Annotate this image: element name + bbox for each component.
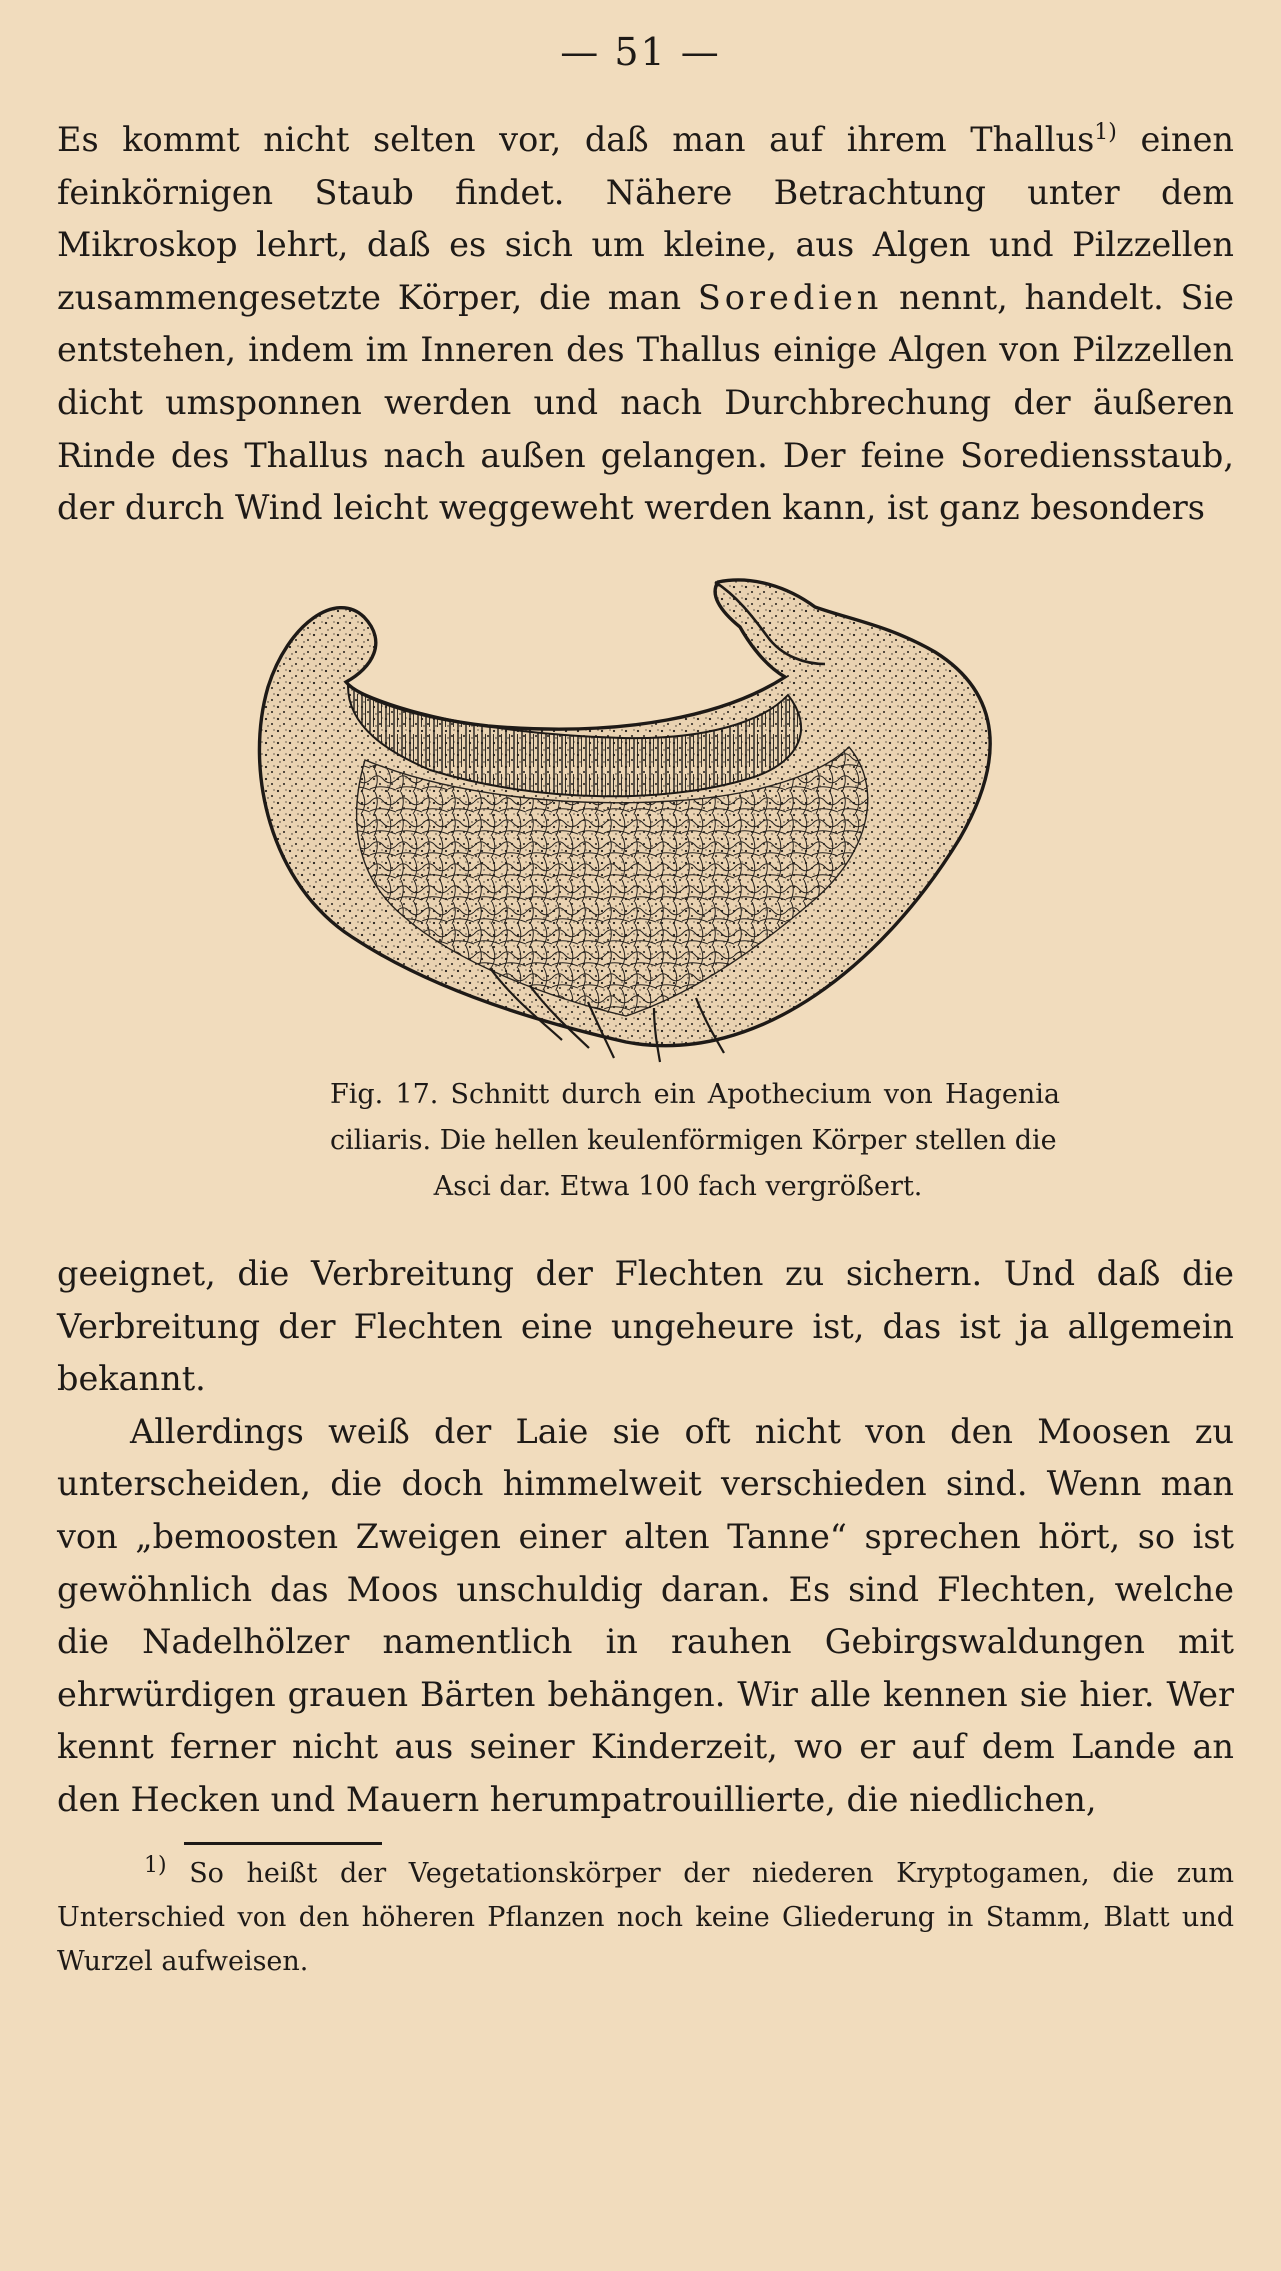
caption-line-3: Asci dar. Etwa 100 fach vergrößert. <box>433 1171 923 1202</box>
apothecium-section-illustration <box>240 572 1060 1072</box>
term-soredien: Soredien <box>697 277 883 317</box>
footnote <box>57 1852 1234 1984</box>
page-number: — 51 — <box>560 30 721 74</box>
body-text-bottom <box>57 1248 1234 1827</box>
figure-caption <box>330 1072 1060 1210</box>
footnote-paragraph <box>57 1852 1234 1984</box>
caption-line-1: Fig. 17. Schnitt durch ein Apothecium von Hagenia <box>330 1079 1060 1110</box>
footnote-marker: 1) <box>144 1853 167 1878</box>
footnote-divider <box>184 1842 382 1845</box>
paragraph-middle-text: einen feinkörnigen Staub findet. Nähere Betrachtung unter dem Mikroskop lehrt, daß es sich um kleine, aus Algen und Pilzzellen zusammengesetzte Körper, die man <box>57 120 1234 317</box>
paragraph-lead-text: Es kommt nicht selten vor, daß man auf ihrem Thallus <box>57 120 1095 159</box>
paragraph-verbreitung: geeignet, die Verbreitung der Flechten zu sichern. Und daß die Verbreitung der Flechten eine ungeheure ist, das ist ja allgemein bekannt. <box>57 1254 1234 1399</box>
footnote-reference: 1) <box>1094 119 1117 145</box>
paragraph-tail-text: nennt, handelt. Sie entstehen, indem im Inneren des Thallus einige Algen von Pilzzellen dicht umsponnen werden und nach Durchbrechung der äußeren Rinde des Thallus nach außen gelangen. Der feine Sorediensstaub, der durch Wind leicht weggeweht werden kann, ist ganz besonders <box>57 277 1234 528</box>
footnote-text: So heißt der Vegetationskörper der niederen Kryptogamen, die zum Unterschied von den höheren Pflanzen noch keine Gliederung in Stamm, Blatt und Wurzel aufweisen. <box>57 1858 1234 1977</box>
paragraph-moose: Allerdings weiß der Laie sie oft nicht von den Moosen zu unterscheiden, die doch himmelweit verschieden sind. Wenn man von „bemoosten Zweigen einer alten Tanne“ sprechen hört, so ist gewöhnlich das Moos unschuldig daran. Es sind Flechten, welche die Nadelhölzer namentlich in rauhen Gebirgswaldungen mit ehrwürdigen grauen Bärten behängen. Wir alle kennen sie hier. Wer kennt ferner nicht aus seiner Kinderzeit, wo er auf dem Lande an den Hecken und Mauern herumpatrouillierte, die niedlichen, <box>57 1411 1234 1819</box>
body-text-top <box>57 114 1234 535</box>
apothecium-figure <box>240 572 1060 1072</box>
caption-line-2: ciliaris. Die hellen keulenförmigen Körper stellen die <box>330 1125 1057 1156</box>
paragraph-soredien <box>57 114 1234 535</box>
